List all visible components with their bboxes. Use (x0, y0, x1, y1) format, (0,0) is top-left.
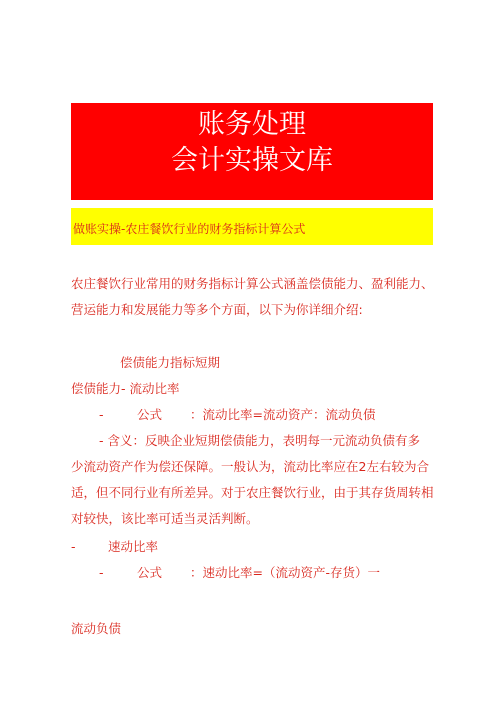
quick-ratio-title: 速动比率 (108, 539, 159, 554)
intro-line-2: 营运能力和发展能力等多个方面，以下为你详细介绍: (71, 302, 363, 317)
section-heading: 偿债能力指标短期 (120, 355, 221, 370)
document-subtitle: 做账实操-农庄餐饮行业的财务指标计算公式 (73, 222, 306, 236)
intro-line-1: 农庄餐饮行业常用的财务指标计算公式涵盖偿债能力、盈利能力、 (71, 276, 434, 291)
current-ratio-formula: ：流动比率=流动资产：流动负债 (190, 407, 376, 422)
current-ratio-meaning-line-2: 少流动资产作为偿还保障。一般认为，流动比率应在2左右较为合 (71, 459, 429, 474)
current-ratio-title: 偿债能力- 流动比率 (71, 381, 180, 396)
quick-ratio-formula-label: 公式 (137, 565, 163, 580)
title-banner (71, 103, 433, 200)
current-ratio-formula-label: 公式 (137, 407, 163, 422)
quick-ratio-dash: - (71, 539, 76, 554)
quick-ratio-formula-dash: - (99, 565, 104, 580)
banner-title-line2: 会计实操文库 (171, 145, 333, 176)
current-ratio-formula-dash: - (99, 407, 104, 422)
current-ratio-meaning-line-3: 适，但不同行业有所差异。对于农庄餐饮行业，由于其存货周转相 (71, 485, 434, 500)
quick-ratio-formula: ：速动比率=（流动资产-存货）一 (190, 565, 380, 580)
quick-ratio-formula-continued: 流动负债 (71, 621, 122, 636)
banner-title-line1: 账务处理 (198, 109, 306, 140)
current-ratio-meaning-line-4: 对较快，该比率可适当灵活判断。 (71, 511, 259, 526)
subtitle-bar (71, 208, 433, 245)
current-ratio-meaning-line-1: - 含义：反映企业短期偿债能力，表明每一元流动负债有多 (99, 433, 420, 448)
